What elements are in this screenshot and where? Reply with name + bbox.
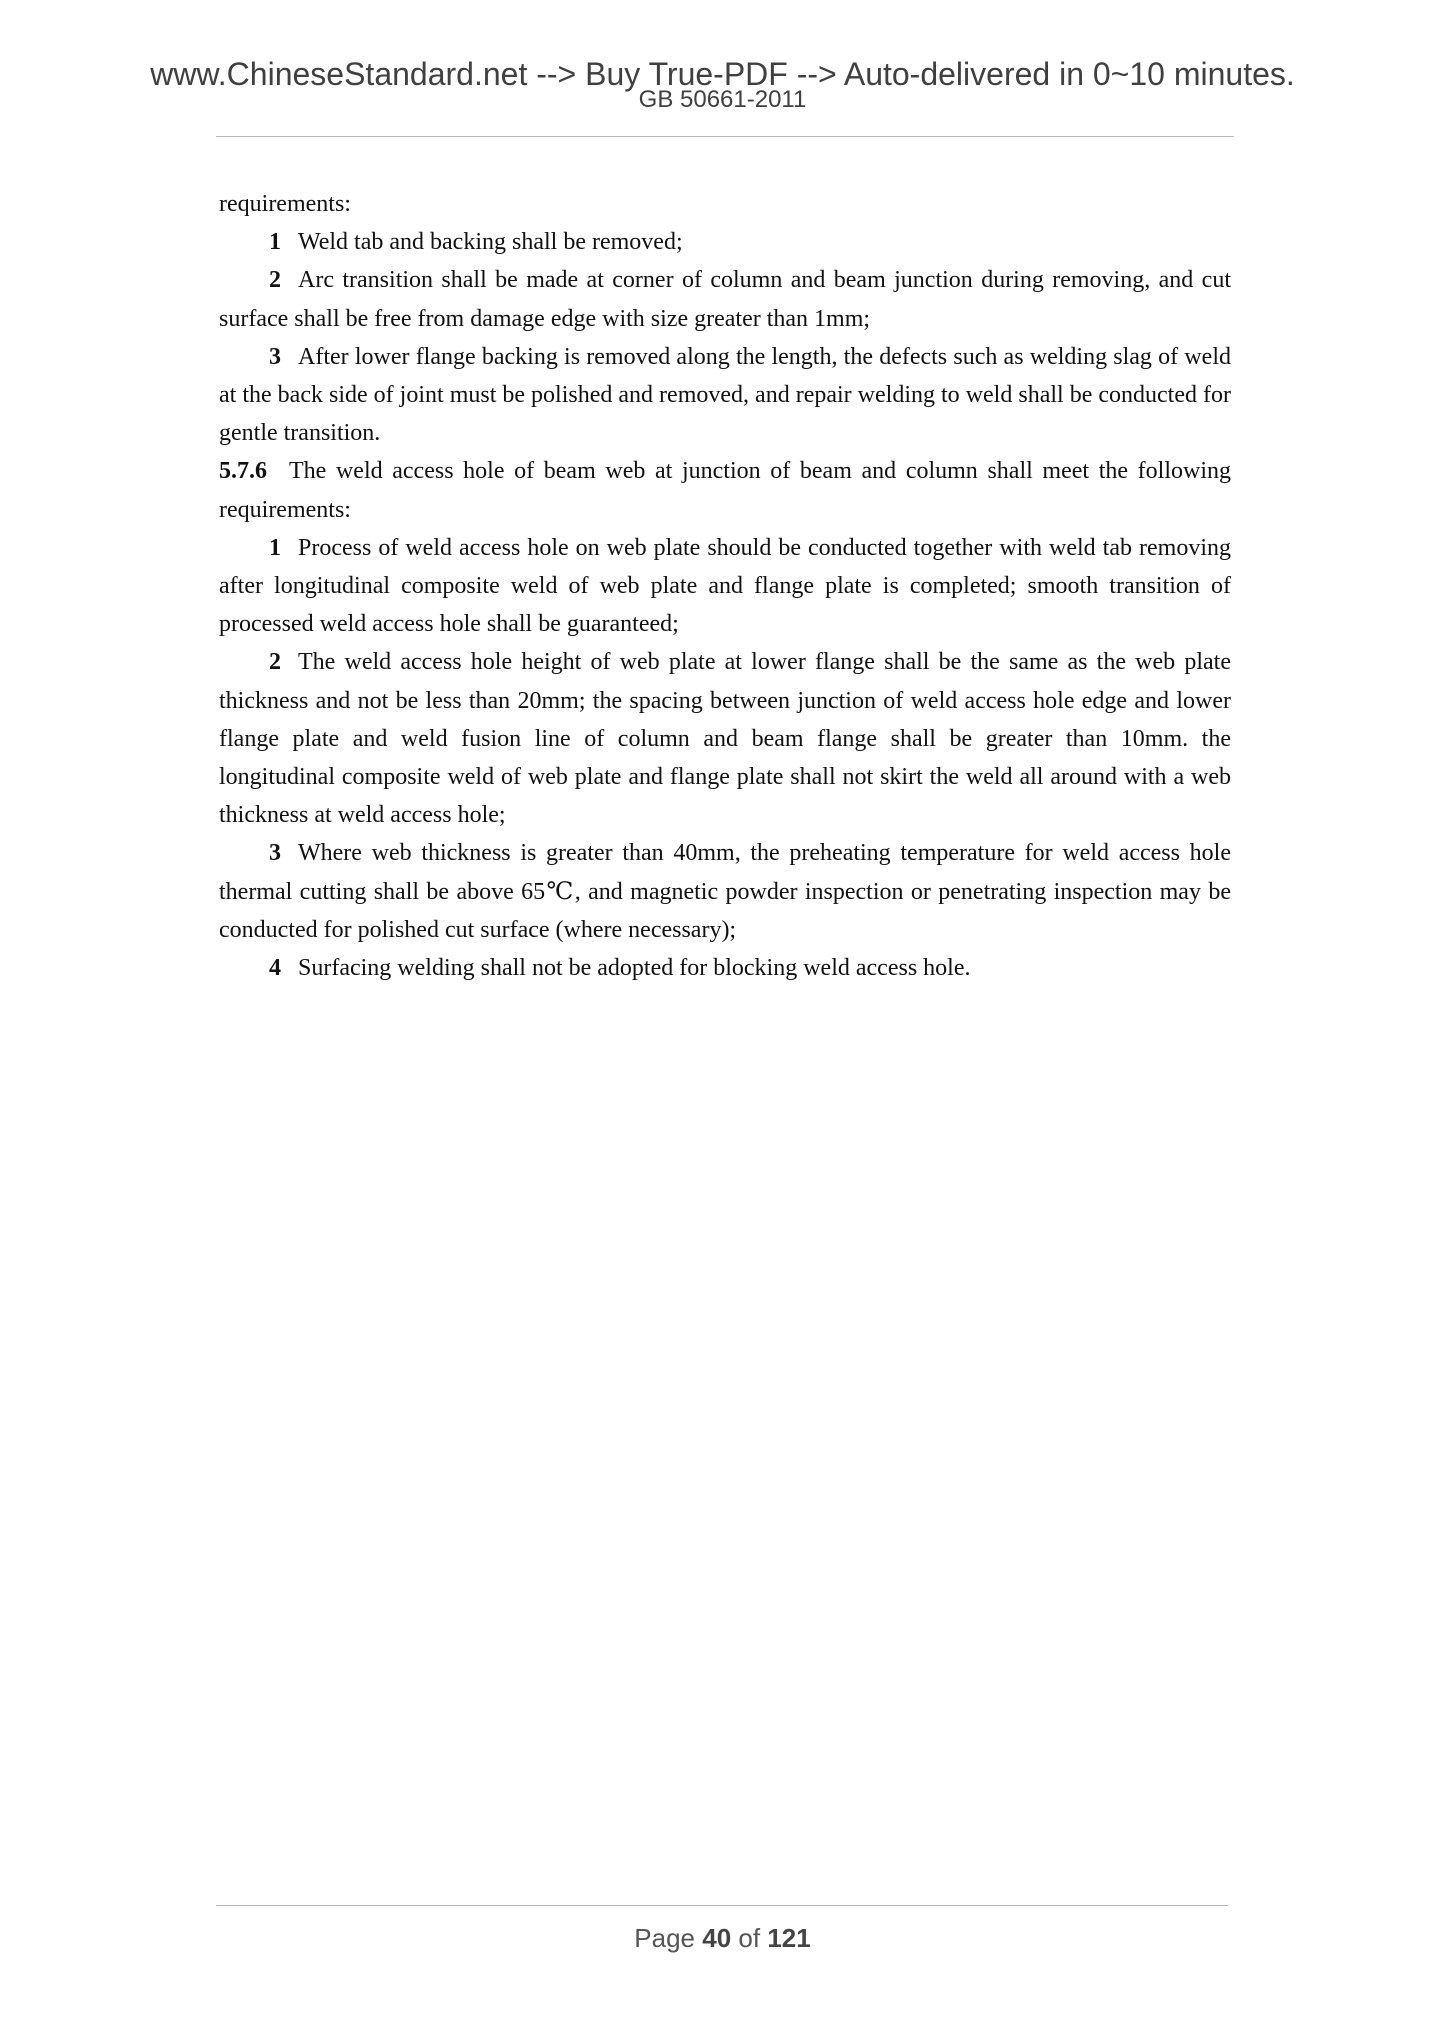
list-item bbox=[219, 643, 1231, 834]
footer-divider bbox=[216, 1905, 1228, 1906]
list-item bbox=[219, 949, 1231, 987]
clause-5-7-6 bbox=[219, 452, 1231, 528]
item-text: Process of weld access hole on web plate should be conducted together with weld tab removing after longitudinal composite weld of web plate and flange plate is completed; smooth transition of processed weld access hole shall be guaranteed; bbox=[219, 534, 1231, 638]
page-word: Page bbox=[634, 1923, 696, 1953]
item-number: 2 bbox=[269, 649, 281, 676]
list-item bbox=[219, 338, 1231, 453]
header-banner: www.ChineseStandard.net --> Buy True-PDF --> Auto-delivered in 0~10 minutes. bbox=[150, 56, 1295, 92]
clause-text: The weld access hole of beam web at junction of beam and column shall meet the following requirements: bbox=[219, 458, 1231, 523]
of-word: of bbox=[738, 1923, 761, 1953]
item-text: Arc transition shall be made at corner of column and beam junction during removing, and cut surface shall be free from damage edge with size greater than 1mm; bbox=[219, 267, 1231, 332]
clause-number: 5.7.6 bbox=[219, 458, 267, 485]
lead-in-text: requirements: bbox=[219, 191, 351, 217]
list-item bbox=[219, 261, 1231, 337]
item-number: 3 bbox=[269, 343, 281, 370]
item-text: Surfacing welding shall not be adopted for blocking weld access hole. bbox=[298, 955, 971, 982]
header-divider bbox=[216, 136, 1234, 137]
page-content bbox=[219, 185, 1231, 987]
item-number: 1 bbox=[269, 534, 281, 561]
item-text: Where web thickness is greater than 40mm, the preheating temperature for weld access hole thermal cutting shall be above 65℃, and magnetic powder inspection or penetrating inspection may be conducted for polished cut surface (where necessary); bbox=[219, 840, 1231, 943]
item-text: The weld access hole height of web plate at lower flange shall be the same as the web plate thickness and not be less than 20mm; the spacing between junction of weld access hole edge and lower flange plate and weld fusion line of column and beam flange shall be greater than 10mm. the longitudinal composite weld of web plate and flange plate shall not skirt the weld all around with a web thickness at weld access hole; bbox=[219, 649, 1231, 829]
list-item bbox=[219, 223, 1231, 261]
item-text: Weld tab and backing shall be removed; bbox=[298, 229, 683, 256]
total-pages-number: 121 bbox=[767, 1923, 811, 1953]
list-item bbox=[219, 834, 1231, 949]
item-number: 2 bbox=[269, 267, 281, 294]
list-item bbox=[219, 529, 1231, 644]
current-page-number: 40 bbox=[702, 1923, 732, 1953]
item-number: 3 bbox=[269, 840, 281, 867]
item-number: 1 bbox=[269, 229, 281, 256]
standard-code: GB 50661-2011 bbox=[638, 86, 807, 113]
page-footer bbox=[0, 1923, 1445, 1953]
item-text: After lower flange backing is removed along the length, the defects such as welding slag of weld at the back side of joint must be polished and removed, and repair welding to weld shall be conducted for gentle transition. bbox=[219, 343, 1231, 447]
item-number: 4 bbox=[269, 955, 281, 982]
